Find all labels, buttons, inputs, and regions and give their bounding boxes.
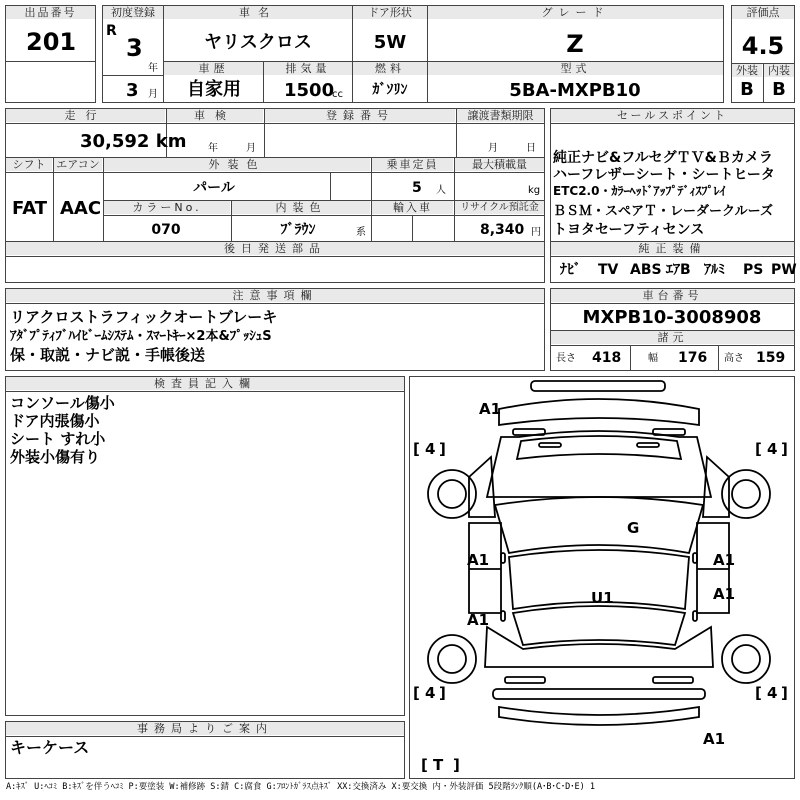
divider	[5, 303, 545, 304]
inspector-line: 外装小傷有り	[10, 448, 101, 466]
shift: FAT	[12, 198, 48, 219]
tire-bracket-rl: ]	[439, 684, 446, 702]
color-no-label: カラーNo.	[104, 201, 230, 214]
legend: A:ｷｽﾞ U:ﾍｺﾐ B:ｷｽﾞを伴うﾍｺﾐ P:要塗装 W:補修跡 S:錆 C:腐食 G:ﾌﾛﾝﾄｶﾞﾗｽ点ｷｽﾞ XX:交換済み X:要交換 内・外装評価 5段階ﾗﾝｸ順(A･B･C･D･E) 1	[6, 782, 595, 792]
divider	[103, 215, 545, 216]
tire-tread-rr: 4	[767, 684, 778, 702]
dims-label: 諸元	[551, 331, 794, 344]
divider	[5, 391, 405, 392]
reg-year: 3	[126, 34, 143, 62]
model-label: 型式	[428, 62, 723, 75]
history-label: 車歴	[164, 62, 263, 75]
year-unit: 年	[148, 63, 158, 74]
damage-mark-windshield: G	[627, 519, 640, 537]
model-code: 5BA-MXPB10	[509, 80, 641, 101]
sales-line: 純正ナビ&フルセグＴＶ&Ｂカメラ	[553, 150, 773, 166]
spare-bracket: [	[421, 756, 428, 774]
sales-line: トヨタセーフティセンス	[553, 222, 705, 238]
ext-label: 外装	[732, 64, 762, 77]
damage-mark-right-rear: A1	[713, 585, 736, 603]
car-damage-diagram	[409, 377, 789, 775]
width-label: 幅	[648, 353, 658, 364]
capacity-unit: 人	[436, 185, 446, 196]
notes-line: ｱﾀﾞﾌﾟﾃｨﾌﾞﾊｲﾋﾞｰﾑｼｽﾃﾑ・ｽﾏｰﾄｷｰ×2本&ﾌﾟｯｼｭS	[10, 329, 272, 344]
equip-item: PS	[743, 262, 764, 278]
tire-tread-rl: 4	[425, 684, 436, 702]
era-label: R	[106, 23, 117, 39]
inspector-line: シート すれ小	[10, 430, 106, 448]
chassis-number: MXPB10-3008908	[582, 307, 762, 328]
office-label: 事務局よりご案内	[6, 722, 404, 735]
office-text: キーケース	[10, 738, 90, 757]
notes-line: リアクロストラフィックオートブレーキ	[10, 308, 278, 326]
tire-tread-fr: 4	[767, 440, 778, 458]
divider	[630, 345, 631, 371]
tire-bracket-fr: [	[755, 440, 762, 458]
load-label: 最大積載量	[455, 158, 544, 171]
tire-bracket-fl: ]	[439, 440, 446, 458]
equip-item: ABS	[630, 262, 662, 278]
inspector-label: 検査員記入欄	[6, 377, 404, 390]
color-number: 070	[151, 222, 181, 238]
damage-mark-right-front: A1	[713, 551, 736, 569]
equip-item: ｱﾙﾐ	[704, 262, 725, 278]
sales-line: ＢＳＭ・スペアＴ・レーダークルーズ	[553, 204, 773, 219]
tire-tread-fl: 4	[425, 440, 436, 458]
width: 176	[678, 350, 708, 366]
int-label: 内装	[764, 64, 794, 77]
length: 418	[592, 350, 622, 366]
transfer-month-unit: 月	[488, 143, 498, 154]
displacement: 1500	[284, 80, 335, 101]
height: 159	[756, 350, 786, 366]
recycle-deposit: 8,340	[480, 222, 525, 238]
divider	[5, 172, 545, 173]
door-type: 5W	[373, 32, 407, 53]
import-label: 輸入車	[372, 201, 453, 214]
reg-month: 3	[126, 80, 139, 101]
equip-item: ｴｱB	[666, 262, 691, 278]
month-unit: 月	[148, 89, 158, 100]
ac-label: エアコン	[54, 158, 102, 171]
fuel-label: 燃料	[353, 62, 427, 75]
interior-label: 内装色	[232, 201, 370, 214]
reg-no-label: 登録番号	[265, 109, 455, 122]
damage-mark-rear: A1	[703, 730, 726, 748]
int-score: B	[772, 79, 786, 100]
inspector-line: コンソール傷小	[10, 394, 115, 412]
damage-mark-front: A1	[479, 400, 502, 418]
inspection-label: 車検	[167, 109, 263, 122]
divider	[718, 345, 719, 371]
notes-line: 保・取説・ナビ説・手帳後送	[10, 346, 206, 364]
color-label: 外装色	[104, 158, 370, 171]
ext-score: B	[740, 79, 754, 100]
divider	[550, 303, 795, 304]
equip-item: PW	[771, 262, 797, 278]
damage-mark-left-front: A1	[467, 551, 490, 569]
divider	[550, 256, 795, 257]
shift-label: シフト	[6, 158, 52, 171]
parts-label: 後日発送部品	[6, 242, 544, 255]
chassis-label: 車台番号	[551, 289, 794, 302]
sales-line: ETC2.0・ｶﾗｰﾍｯﾄﾞｱｯﾌﾟﾃﾞｨｽﾌﾟﾚｲ	[553, 184, 726, 198]
capacity: 5	[412, 180, 422, 196]
equip-item: ﾅﾋﾞ	[560, 262, 581, 278]
first-reg-label: 初度登録	[103, 6, 163, 19]
exterior-color: パール	[193, 180, 235, 196]
fuel: ｶﾞｿﾘﾝ	[372, 82, 408, 98]
lot-extra-box	[5, 61, 96, 103]
tire-bracket-rr: [	[755, 684, 762, 702]
grade-label: グレード	[428, 6, 723, 19]
divider	[550, 345, 795, 346]
transfer-day-unit: 日	[526, 143, 536, 154]
height-label: 高さ	[724, 353, 744, 364]
recycle-label: リサイクル預託金	[455, 201, 544, 214]
score-label: 評価点	[732, 6, 794, 19]
divider	[5, 123, 545, 124]
divider	[412, 215, 413, 241]
sales-line: ハーフレザーシート・シートヒータ	[553, 167, 775, 183]
lot-label: 出品番号	[6, 6, 95, 19]
divider	[550, 123, 795, 124]
divider	[5, 256, 545, 257]
transfer-label: 譲渡書類期限	[457, 109, 544, 122]
door-label: ドア形状	[353, 6, 427, 19]
damage-mark-left-rear: A1	[467, 611, 490, 629]
insp-year-unit: 年	[208, 143, 218, 154]
divider	[5, 736, 405, 737]
tire-bracket-rr: ]	[781, 684, 788, 702]
inspector-line: ドア内張傷小	[10, 412, 100, 430]
spare-bracket: ]	[453, 756, 460, 774]
equip-label: 純正装備	[551, 242, 794, 255]
interior-suffix: 系	[356, 227, 366, 238]
car-name-label: 車名	[164, 6, 352, 19]
load-unit: kg	[528, 185, 541, 196]
displacement-label: 排気量	[264, 62, 352, 75]
notes-label: 注意事項欄	[6, 289, 544, 302]
tire-bracket-fl: [	[413, 440, 420, 458]
sales-label: セールスポイント	[551, 109, 794, 122]
lot-number: 201	[26, 28, 77, 56]
mileage: 30,592 km	[80, 131, 187, 152]
car-outline	[409, 377, 789, 775]
mileage-label: 走行	[6, 109, 165, 122]
score: 4.5	[741, 32, 785, 60]
insp-month-unit: 月	[246, 143, 256, 154]
divider	[330, 172, 331, 200]
divider	[102, 75, 164, 76]
grade: Z	[566, 30, 584, 58]
length-label: 長さ	[556, 353, 576, 364]
tire-bracket-fr: ]	[781, 440, 788, 458]
air-conditioner: AAC	[60, 198, 102, 219]
equip-item: TV	[598, 262, 619, 278]
damage-mark-roof: U1	[591, 589, 614, 607]
tire-bracket-rl: [	[413, 684, 420, 702]
recycle-unit: 円	[531, 227, 541, 238]
car-history: 自家用	[187, 79, 241, 100]
car-name: ヤリスクロス	[204, 32, 312, 53]
cc-unit: cc	[332, 89, 343, 100]
spare-tire: T	[433, 756, 444, 774]
capacity-label: 乗車定員	[372, 158, 453, 171]
interior-color: ﾌﾞﾗｳﾝ	[280, 222, 316, 238]
